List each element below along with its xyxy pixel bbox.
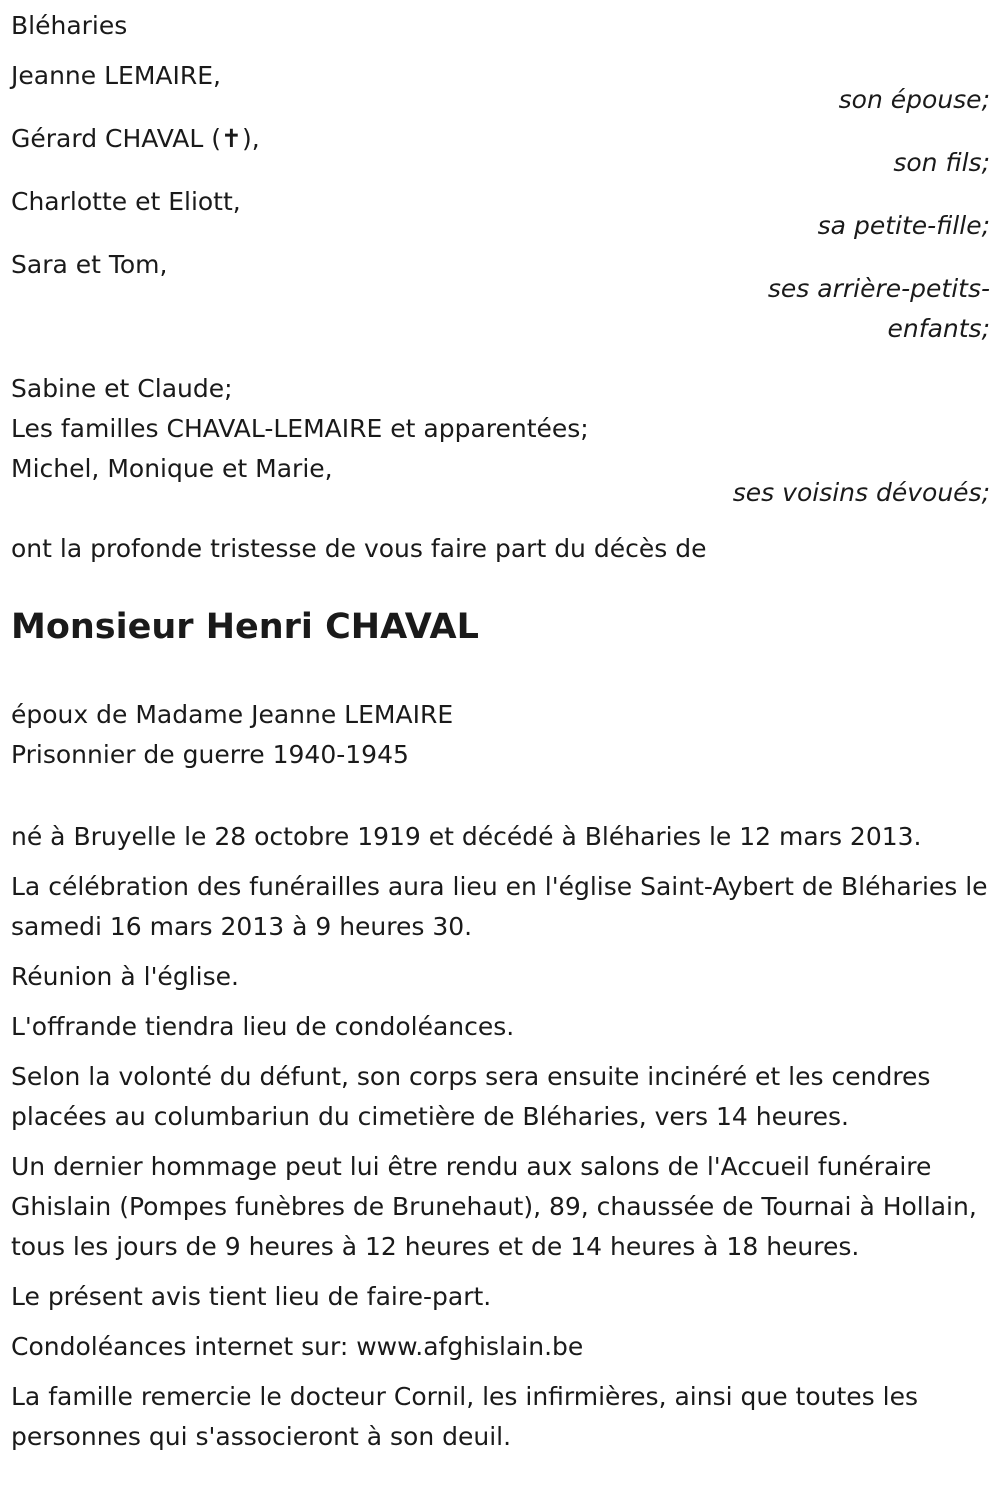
family-member-name: Sara et Tom, bbox=[11, 250, 168, 279]
other-relatives: Les familles CHAVAL-LEMAIRE et apparentées; bbox=[11, 414, 589, 443]
tribute-paragraph: Un dernier hommage peut lui être rendu aux salons de l'Accueil funéraire Ghislain (Pompes funèbres de Brunehaut), 89, chaussée de Tournai à Hollain, tous les jours de 9 heures à 12 heures et de 14 heures à 18 heures. bbox=[11, 1152, 977, 1261]
thanks-paragraph: La famille remercie le docteur Cornil, les infirmières, ainsi que toutes les personnes qui s'associeront à son deuil. bbox=[11, 1382, 918, 1451]
family-member bbox=[11, 56, 990, 120]
funeral-paragraph: La célébration des funérailles aura lieu en l'église Saint-Aybert de Bléharies le samedi 16 mars 2013 à 9 heures 30. bbox=[11, 872, 988, 941]
family-member-name: Charlotte et Eliott, bbox=[11, 187, 241, 216]
cremation-paragraph: Selon la volonté du défunt, son corps sera ensuite incinéré et les cendres placées au columbariun du cimetière de Bléharies, vers 14 heures. bbox=[11, 1062, 931, 1131]
family-member bbox=[11, 182, 990, 246]
spouse-line: époux de Madame Jeanne LEMAIRE bbox=[11, 700, 454, 729]
neighbours-name: Michel, Monique et Marie, bbox=[11, 454, 333, 483]
deceased-name: Monsieur Henri CHAVAL bbox=[11, 607, 479, 647]
offering-paragraph: L'offrande tiendra lieu de condoléances. bbox=[11, 1012, 515, 1041]
neighbours bbox=[11, 449, 990, 513]
location-heading: Bléharies bbox=[11, 11, 128, 40]
war-line: Prisonnier de guerre 1940-1945 bbox=[11, 740, 409, 769]
obituary-notice bbox=[11, 6, 990, 1457]
family-member bbox=[11, 245, 990, 349]
family-member-role: son épouse; bbox=[838, 85, 990, 114]
gathering-paragraph: Réunion à l'église. bbox=[11, 962, 239, 991]
family-member bbox=[11, 119, 990, 183]
family-member-name: Gérard CHAVAL (✝), bbox=[11, 124, 260, 153]
birth-death-paragraph: né à Bruyelle le 28 octobre 1919 et décédé à Bléharies le 12 mars 2013. bbox=[11, 822, 922, 851]
condolences-paragraph: Condoléances internet sur: www.afghislain.be bbox=[11, 1332, 584, 1361]
notice-paragraph: Le présent avis tient lieu de faire-part. bbox=[11, 1282, 492, 1311]
announcement-text: ont la profonde tristesse de vous faire part du décès de bbox=[11, 534, 707, 563]
family-member-role: son fils; bbox=[893, 148, 990, 177]
family-member-role-continued: enfants; bbox=[887, 314, 990, 343]
family-member-role: ses arrière-petits- bbox=[767, 274, 990, 303]
family-member-role: sa petite-fille; bbox=[817, 211, 990, 240]
family-member-name: Jeanne LEMAIRE, bbox=[11, 61, 221, 90]
other-relatives: Sabine et Claude; bbox=[11, 374, 233, 403]
neighbours-role: ses voisins dévoués; bbox=[732, 478, 990, 507]
